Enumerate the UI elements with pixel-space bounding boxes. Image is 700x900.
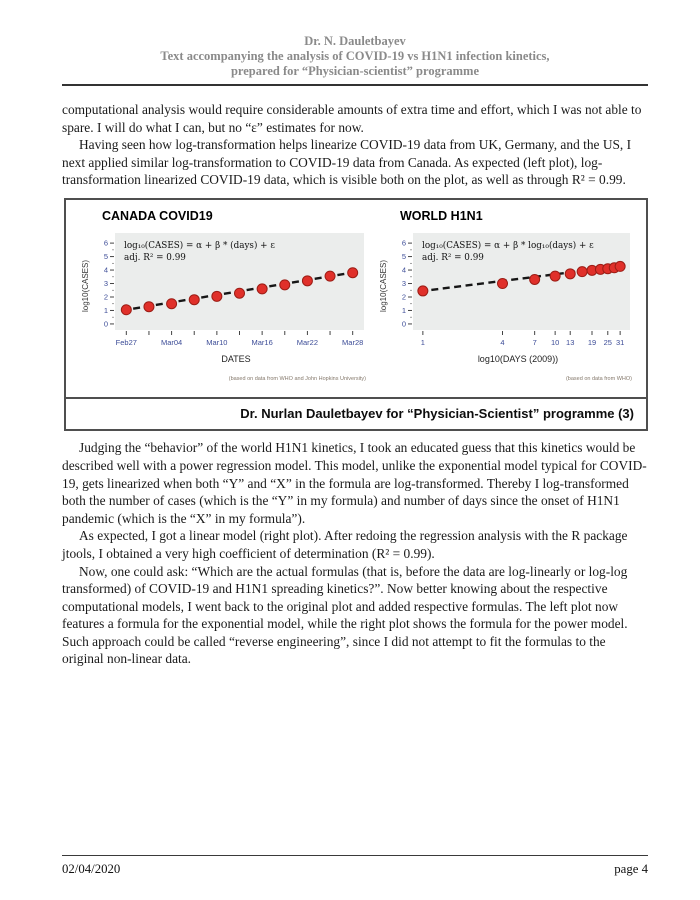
x-axis-title-canada: DATES: [221, 353, 251, 364]
chart-title-h1n1: WORLD H1N1: [400, 208, 483, 223]
chart-body-canada: [76, 228, 370, 350]
svg-text:31: 31: [615, 337, 625, 347]
svg-text:adj. R² = 0.99: adj. R² = 0.99: [422, 252, 484, 263]
svg-text:13: 13: [566, 337, 575, 347]
paragraph-2: Having seen how log-transformation helps linearize COVID-19 data from UK, Germany, and the US, I next applied similar log-transformation to COVID-19 data from Canada. As expected (left plot), log-transformation linearized COVID-19 data, which is visible both on the plot, as well as through R² = 0.99.: [62, 137, 632, 188]
paragraph-1: computational analysis would require considerable amounts of extra time and effort, which I was not able to spare. I will do what I can, but no “ε” estimates for now.: [62, 102, 642, 135]
document-body: [62, 101, 648, 668]
chart-title-canada: CANADA COVID19: [102, 208, 213, 223]
svg-text:1: 1: [103, 305, 108, 315]
svg-text:2: 2: [103, 292, 108, 302]
chart-body-h1n1: [374, 228, 636, 350]
svg-text:4: 4: [500, 337, 505, 347]
header-subtitle-line: prepared for “Physician-scientist” programme: [230, 64, 479, 78]
svg-text:Mar22: Mar22: [296, 337, 319, 347]
svg-text:1: 1: [401, 305, 406, 315]
svg-text:Mar16: Mar16: [251, 337, 273, 347]
paragraph-4: As expected, I got a linear model (right plot). After redoing the regression analysis with the R package jtools, I obtained a very high coefficient of determination (R² = 0.99).: [62, 528, 628, 561]
header-title-line: Text accompanying the analysis of COVID-19 vs H1N1 infection kinetics,: [160, 49, 550, 63]
chart-canada-covid19: [76, 208, 370, 389]
figure-box: [64, 198, 648, 431]
chart-attribution-h1n1: (based on data from WHO): [565, 376, 632, 383]
scatter-plot-h1n1: [386, 228, 636, 350]
svg-text:5: 5: [103, 251, 108, 261]
svg-text:6: 6: [401, 238, 406, 248]
svg-text:log₁₀(CASES) = α + β * (days): log₁₀(CASES) = α + β * (days) + ε: [124, 240, 275, 251]
svg-text:4: 4: [401, 265, 406, 275]
charts-row: [66, 200, 646, 391]
svg-text:Mar04: Mar04: [160, 337, 183, 347]
page-header: [62, 34, 648, 86]
svg-text:1: 1: [420, 337, 425, 347]
svg-text:Mar28: Mar28: [342, 337, 364, 347]
svg-text:2: 2: [401, 292, 406, 302]
svg-text:Feb27: Feb27: [115, 337, 137, 347]
scatter-plot-canada: [88, 228, 370, 350]
svg-text:Mar10: Mar10: [206, 337, 228, 347]
svg-text:log₁₀(CASES) = α + β * log₁₀(d: log₁₀(CASES) = α + β * log₁₀(days) + ε: [422, 240, 594, 251]
y-axis-title-canada: log10(CASES): [81, 259, 90, 312]
svg-text:5: 5: [401, 251, 406, 261]
y-axis-title-h1n1: log10(CASES): [379, 259, 388, 312]
header-divider: [62, 84, 648, 86]
svg-text:25: 25: [603, 337, 612, 347]
svg-text:10: 10: [550, 337, 560, 347]
paragraph-3: Judging the “behavior” of the world H1N1 kinetics, I took an educated guess that this kinetics would be described well with a power regression model. This model, unlike the exponential model typical for COVID-19, gets linearized when both “Y” and “X” in the formula are log-transformed. Thereby I log-transformed both the number of cases (which is the “Y” in my formula) and number of days since the onset of H1N1 pandemic (which is the “X” in my formula”).: [62, 440, 647, 526]
footer-page-number: page 4: [614, 862, 648, 876]
page-footer: [62, 855, 648, 877]
chart-attribution-canada: (based on data from WHO and John Hopkins University): [228, 376, 366, 383]
svg-text:6: 6: [103, 238, 108, 248]
svg-text:3: 3: [401, 278, 406, 288]
svg-text:7: 7: [532, 337, 537, 347]
paragraph-5: Now, one could ask: “Which are the actual formulas (that is, before the data are log-linearly or log-log transformed) of COVID-19 and H1N1 spreading kinetics?”. Now better knowing about the respective computational models, I went back to the original plot and added respective formulas. The left plot now features a formula for the exponential model, while the right plot shows the formula for the power model. Such approach could be called “reverse engineering”, since I did not attempt to fit the formulas to the original non-linear data.: [62, 563, 628, 667]
svg-text:4: 4: [103, 265, 108, 275]
svg-text:adj. R² = 0.99: adj. R² = 0.99: [124, 252, 186, 263]
footer-date: 02/04/2020: [62, 862, 121, 876]
figure-caption: Dr. Nurlan Dauletbayev for “Physician-Scientist” programme (3): [66, 397, 646, 430]
x-axis-title-h1n1: log10(DAYS (2009)): [477, 353, 559, 364]
chart-world-h1n1: [374, 208, 636, 389]
svg-text:0: 0: [401, 319, 406, 329]
svg-text:19: 19: [587, 337, 597, 347]
svg-text:0: 0: [103, 319, 108, 329]
header-author: Dr. N. Dauletbayev: [304, 34, 406, 48]
svg-text:3: 3: [103, 278, 108, 288]
